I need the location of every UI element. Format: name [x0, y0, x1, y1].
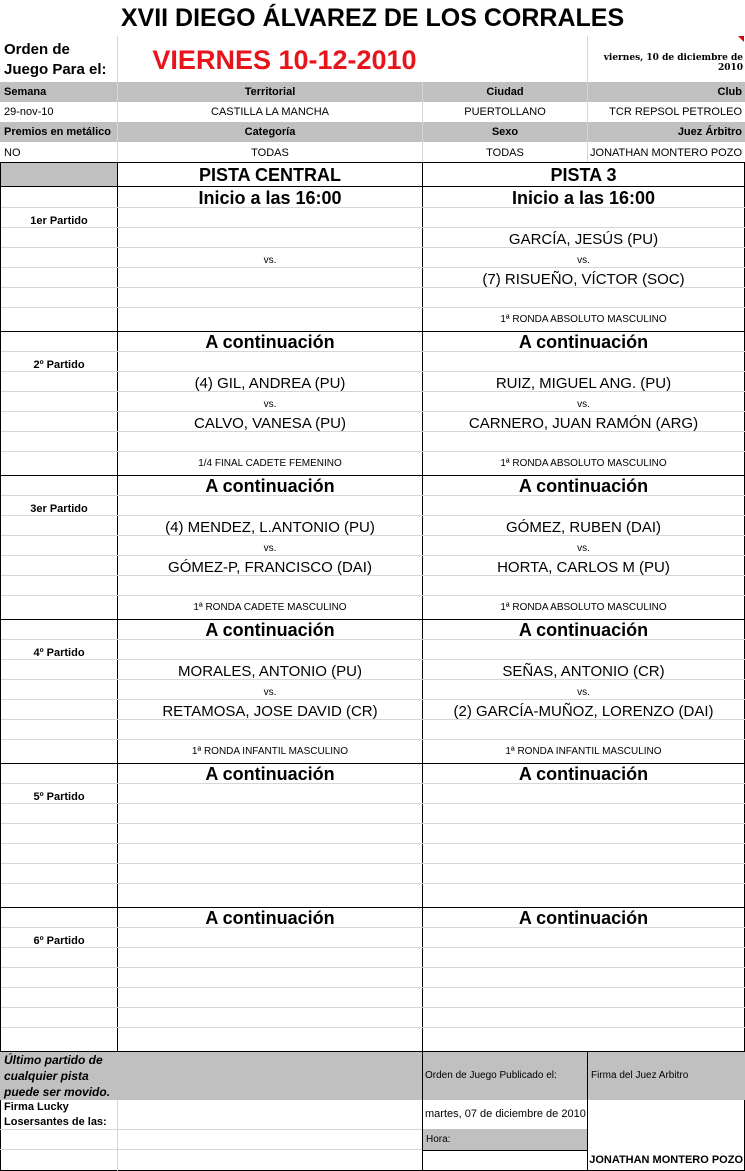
row-rule [1, 307, 745, 308]
premios-label: Premios en metálico [4, 126, 111, 138]
slot-title: A continuación [518, 332, 649, 352]
tournament-title: XVII DIEGO ÁLVAREZ DE LOS CORRALES [120, 4, 625, 32]
row-rule [1, 967, 745, 968]
order-label-line1: Orden de [4, 41, 70, 58]
vs-label: vs. [577, 543, 590, 554]
vs-label: vs. [263, 255, 277, 266]
vs-label: vs. [577, 255, 590, 266]
generated-date: viernes, 10 de diciembre de 2010 [603, 53, 743, 73]
row-rule [1, 659, 745, 660]
grid-corner [1, 163, 117, 186]
divider [117, 36, 118, 82]
semana-label: Semana [4, 86, 47, 98]
row-rule [1, 595, 745, 596]
territorial-label: Territorial [244, 86, 296, 98]
divider [587, 1052, 588, 1100]
divider [0, 1129, 422, 1130]
player-1: GÓMEZ, RUBEN (DAI) [505, 519, 661, 536]
categoria-label: Categoría [244, 126, 296, 138]
row-rule [1, 803, 745, 804]
match-label: 6º Partido [33, 935, 85, 947]
hora-label: Hora: [426, 1134, 451, 1145]
ciudad-label: Ciudad [486, 86, 524, 98]
divider [422, 1150, 587, 1151]
player-2: RETAMOSA, JOSE DAVID (CR) [162, 703, 378, 720]
semana-value: 29-nov-10 [4, 106, 54, 118]
sexo-label: Sexo [491, 126, 519, 138]
court-central-header: PISTA CENTRAL [199, 165, 341, 185]
round-label: 1ª RONDA ABSOLUTO MASCULINO [500, 458, 667, 469]
slot-title: A continuación [205, 332, 335, 352]
round-label: 1ª RONDA ABSOLUTO MASCULINO [500, 602, 667, 613]
slot-title: A continuación [205, 908, 335, 928]
published-date: martes, 07 de diciembre de 2010 [425, 1108, 586, 1120]
row-rule [1, 947, 745, 948]
player-2: HORTA, CARLOS M (PU) [497, 559, 670, 576]
slot-title: Inicio a las 16:00 [198, 188, 342, 208]
last-match-note-1: Último partido de [4, 1053, 103, 1067]
row-rule [1, 699, 745, 700]
match-label: 2º Partido [33, 359, 85, 371]
slot-title: A continuación [518, 476, 649, 496]
row-rule [1, 267, 745, 268]
divider [0, 1149, 422, 1150]
vs-label: vs. [577, 399, 590, 410]
corner-mark [738, 36, 744, 42]
vs-label: vs. [263, 543, 277, 554]
player-2: GÓMEZ-P, FRANCISCO (DAI) [168, 559, 372, 576]
juez-value: JONATHAN MONTERO POZO [590, 147, 742, 159]
published-label: Orden de Juego Publicado el: [425, 1070, 557, 1081]
divider [117, 82, 118, 162]
divider [587, 82, 588, 162]
slot-title: A continuación [205, 620, 335, 640]
divider [422, 82, 423, 162]
player-1: MORALES, ANTONIO (PU) [178, 663, 362, 680]
juez-label: Juez Árbitro [677, 126, 742, 138]
row-rule [1, 227, 745, 228]
player-1: (4) GIL, ANDREA (PU) [194, 375, 346, 392]
divider [117, 1100, 118, 1171]
order-label-line2: Juego Para el: [4, 61, 107, 78]
match-label: 5º Partido [33, 791, 85, 803]
firma-juez-label: Firma del Juez Arbitro [591, 1070, 689, 1081]
slot-title: A continuación [518, 764, 649, 784]
row-rule [1, 843, 745, 844]
player-1: GARCÍA, JESÚS (PU) [508, 231, 659, 248]
player-2: CARNERO, JUAN RAMÓN (ARG) [468, 415, 699, 432]
row-rule [1, 1007, 745, 1008]
club-value: TCR REPSOL PETROLEO [609, 106, 742, 118]
vs-label: vs. [263, 687, 277, 698]
firma-lucky-1: Firma Lucky [4, 1101, 69, 1113]
match-label: 4º Partido [33, 647, 85, 659]
row-rule [1, 555, 745, 556]
player-2: (2) GARCÍA-MUÑOZ, LORENZO (DAI) [453, 703, 714, 720]
match-label: 1er Partido [30, 215, 88, 227]
play-date: VIERNES 10-12-2010 [152, 45, 417, 75]
territorial-value: CASTILLA LA MANCHA [211, 106, 329, 118]
row-rule [1, 1027, 745, 1028]
vs-label: vs. [263, 399, 277, 410]
divider [587, 36, 588, 82]
slot-title: A continuación [205, 764, 335, 784]
court-3-header: PISTA 3 [550, 165, 617, 185]
slot-title: Inicio a las 16:00 [511, 188, 656, 208]
row-rule [1, 863, 745, 864]
row-rule [1, 739, 745, 740]
categoria-value: TODAS [251, 147, 289, 159]
juez-name: JONATHAN MONTERO POZO [589, 1154, 743, 1166]
player-1: (4) MENDEZ, L.ANTONIO (PU) [165, 519, 375, 536]
player-2: CALVO, VANESA (PU) [194, 415, 346, 432]
row-rule [1, 987, 745, 988]
row-rule [1, 451, 745, 452]
round-label: 1ª RONDA INFANTIL MASCULINO [191, 746, 349, 757]
player-1: SEÑAS, ANTONIO (CR) [502, 663, 665, 680]
player-2: (7) RISUEÑO, VÍCTOR (SOC) [482, 271, 685, 288]
ciudad-value: PUERTOLLANO [464, 106, 546, 118]
round-label: 1ª RONDA INFANTIL MASCULINO [505, 746, 662, 757]
club-label: Club [717, 86, 742, 98]
last-match-note-2: cualquier pista [4, 1069, 89, 1083]
row-rule [1, 823, 745, 824]
premios-value: NO [4, 147, 21, 159]
row-rule [1, 371, 745, 372]
slot-title: A continuación [518, 620, 649, 640]
slot-title: A continuación [518, 908, 649, 928]
slot-title: A continuación [205, 476, 335, 496]
round-label: 1ª RONDA ABSOLUTO MASCULINO [500, 314, 667, 325]
player-1: RUIZ, MIGUEL ANG. (PU) [495, 375, 672, 392]
sexo-value: TODAS [486, 147, 524, 159]
round-label: 1ª RONDA CADETE MASCULINO [193, 602, 347, 613]
divider [0, 186, 745, 187]
row-rule [1, 883, 745, 884]
vs-label: vs. [577, 687, 590, 698]
row-rule [1, 515, 745, 516]
round-label: 1/4 FINAL CADETE FEMENINO [198, 458, 342, 469]
row-rule [1, 411, 745, 412]
match-label: 3er Partido [30, 503, 88, 515]
last-match-note-3: puede ser movido. [4, 1085, 111, 1099]
firma-lucky-2: Losersantes de las: [4, 1116, 107, 1128]
